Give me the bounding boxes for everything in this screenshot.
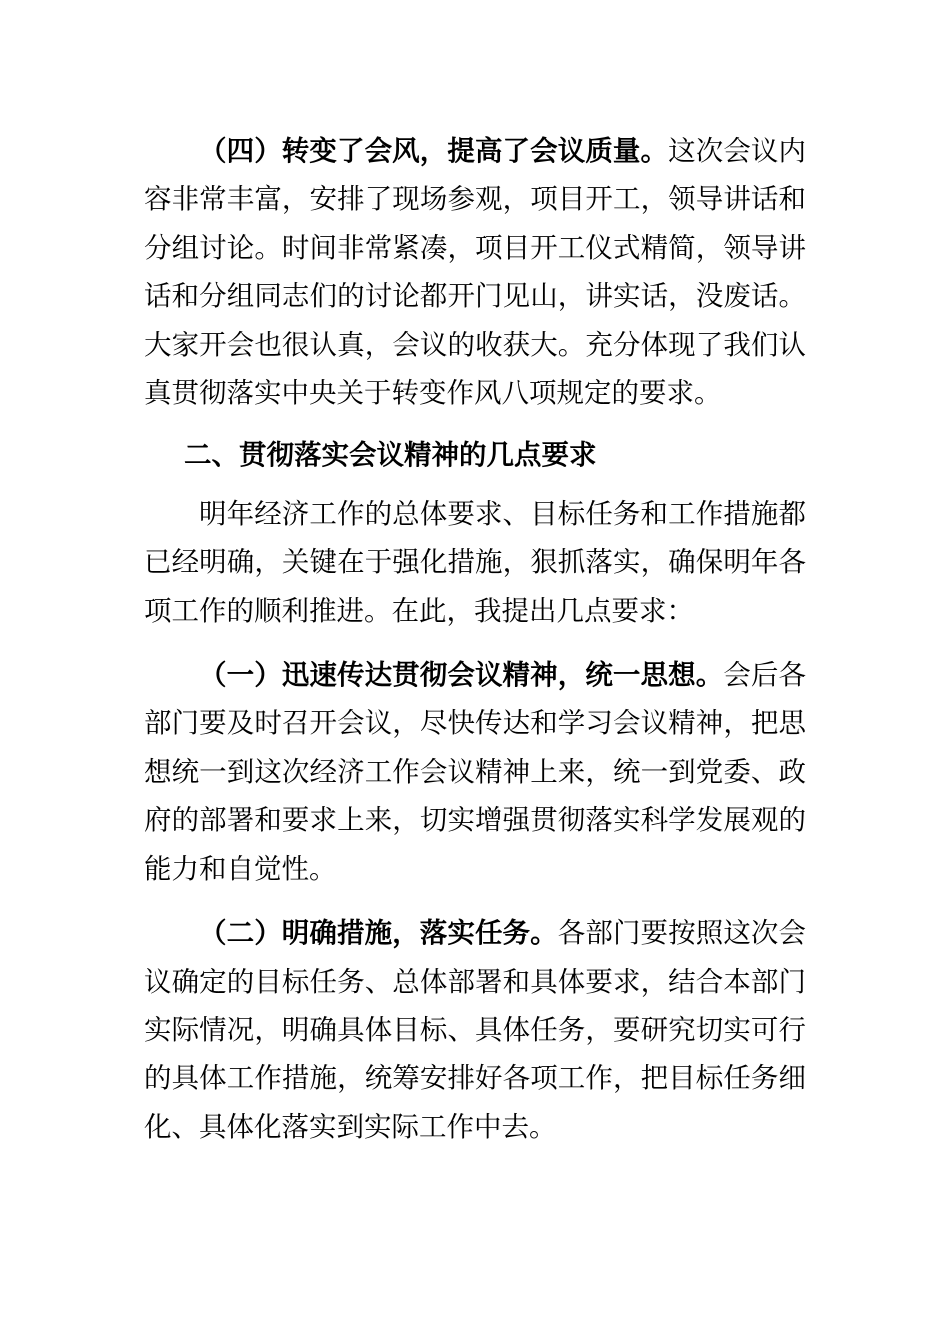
paragraph-text: 各部门要按照这次会议确定的目标任务、总体部署和具体要求，结合本部门实际情况，明确具体目标、具体任务，要研究切实可行的具体工作措施，统筹安排好各项工作，把目标任务细化、具体化落实到实际工作中去。 — [144, 917, 807, 1143]
paragraph-lead: （四）转变了会风，提高了会议质量。 — [199, 135, 669, 167]
document-body — [144, 127, 806, 1151]
spacer — [144, 417, 806, 431]
paragraph-item-1 — [144, 651, 806, 893]
section-heading: 二、贯彻落实会议精神的几点要求 — [184, 439, 597, 472]
paragraph-lead: （二）明确措施，落实任务。 — [199, 917, 558, 950]
spacer — [144, 635, 806, 651]
spacer — [144, 893, 806, 909]
paragraph-text: 会后各部门要及时召开会议，尽快传达和学习会议精神，把思想统一到这次经济工作会议精神上来，统一到党委、政府的部署和要求上来，切实增强贯彻落实科学发展观的能力和自觉性。 — [144, 659, 807, 885]
paragraph-section-4 — [144, 127, 806, 417]
paragraph-item-2 — [144, 909, 806, 1151]
paragraph-intro: 明年经济工作的总体要求、目标任务和工作措施都已经明确，关键在于强化措施，狠抓落实，确保明年各项工作的顺利推进。在此，我提出几点要求： — [144, 497, 806, 627]
paragraph-lead: （一）迅速传达贯彻会议精神，统一思想。 — [199, 659, 724, 692]
spacer — [144, 480, 806, 490]
paragraph-text: 这次会议内容非常丰富，安排了现场参观，项目开工，领导讲话和分组讨论。时间非常紧凑，项目开工仪式精简，领导讲话和分组同志们的讨论都开门见山，讲实话，没废话。大家开会也很认真，会议的收获大。充分体现了我们认真贯彻落实中央关于转变作风八项规定的要求。 — [144, 135, 807, 410]
